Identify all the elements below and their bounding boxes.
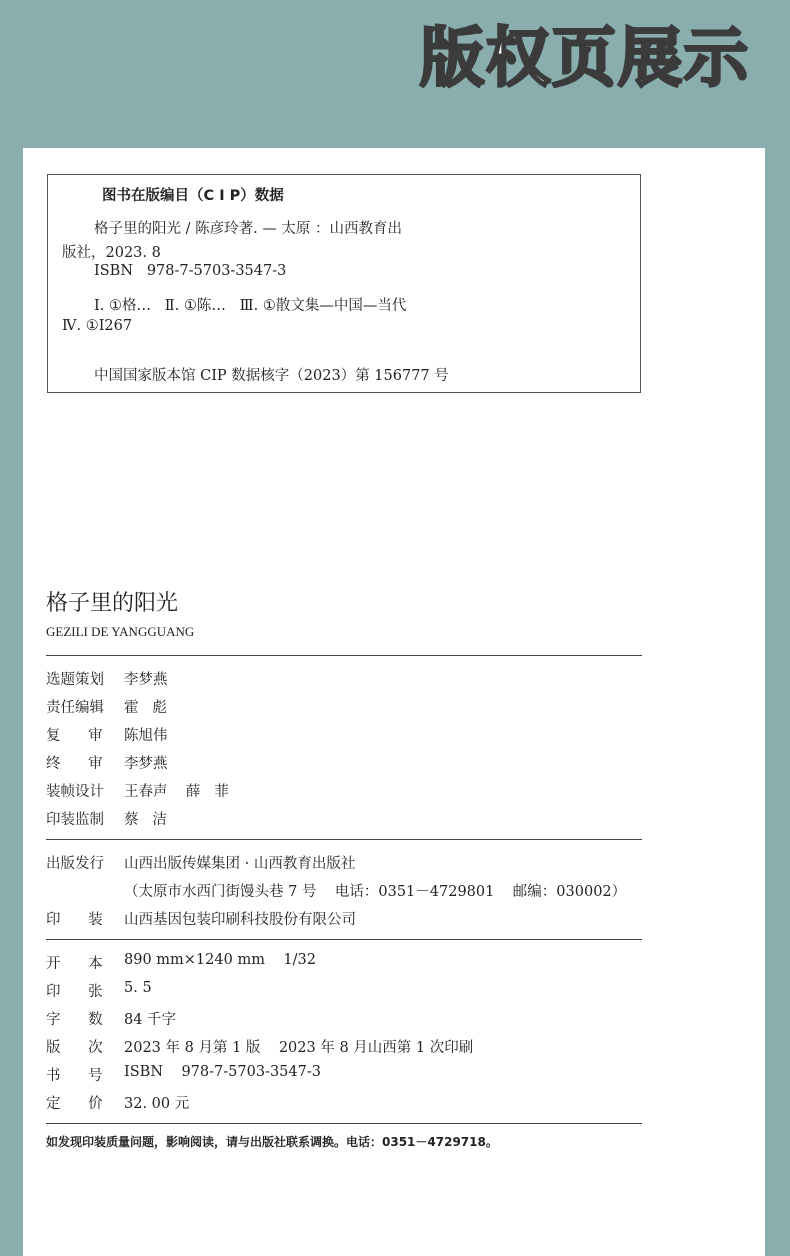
spec-label: 印 张 bbox=[46, 984, 103, 1000]
divider bbox=[46, 839, 642, 840]
printer-row bbox=[46, 908, 356, 929]
publisher-label: 出版发行 bbox=[46, 856, 104, 872]
spec-label: 开 本 bbox=[46, 956, 103, 972]
spec-label: 书 号 bbox=[46, 1068, 103, 1084]
cip-line-5: Ⅳ. ①I267 bbox=[62, 318, 133, 334]
printer-label: 印 装 bbox=[46, 912, 103, 928]
spec-row bbox=[46, 1036, 474, 1057]
editor-label: 复 审 bbox=[46, 728, 103, 744]
banner-title: 版权页展示 bbox=[420, 22, 750, 96]
editor-label: 印装监制 bbox=[46, 812, 104, 828]
editor-label: 装帧设计 bbox=[46, 784, 104, 800]
spec-value: 890 mm×1240 mm 1/32 bbox=[124, 952, 316, 968]
divider bbox=[46, 1123, 642, 1124]
editor-label: 选题策划 bbox=[46, 672, 104, 688]
spec-label: 版 次 bbox=[46, 1040, 103, 1056]
editor-row bbox=[46, 808, 167, 829]
spec-value: 5. 5 bbox=[124, 980, 152, 996]
cip-line-6: 中国国家版本馆 CIP 数据核字（2023）第 156777 号 bbox=[94, 368, 449, 384]
book-pinyin: GEZILI DE YANGGUANG bbox=[46, 624, 195, 639]
editor-value: 李梦燕 bbox=[124, 756, 168, 772]
quality-notice: 如发现印装质量问题，影响阅读，请与出版社联系调换。电话：0351－4729718。 bbox=[46, 1135, 498, 1149]
spec-row bbox=[46, 952, 316, 973]
printer-name: 山西基因包装印刷科技股份有限公司 bbox=[124, 912, 356, 928]
spec-row bbox=[46, 1092, 190, 1113]
divider bbox=[46, 939, 642, 940]
editor-row bbox=[46, 668, 168, 689]
cip-data-box bbox=[47, 174, 641, 393]
spec-value: ISBN 978-7-5703-3547-3 bbox=[124, 1064, 321, 1080]
publisher-row bbox=[46, 852, 356, 873]
spec-value: 2023 年 8 月第 1 版 2023 年 8 月山西第 1 次印刷 bbox=[124, 1040, 474, 1056]
cip-line-3: ISBN 978-7-5703-3547-3 bbox=[94, 263, 287, 279]
spec-value: 32. 00 元 bbox=[124, 1096, 190, 1112]
cip-line-1: 格子里的阳光 / 陈彦玲著. — 太原 ：山西教育出 bbox=[94, 221, 403, 237]
spec-value: 84 千字 bbox=[124, 1012, 177, 1028]
editor-label: 责任编辑 bbox=[46, 700, 104, 716]
editor-row bbox=[46, 780, 229, 801]
spec-row bbox=[46, 1008, 177, 1029]
editor-row bbox=[46, 752, 168, 773]
editor-value: 李梦燕 bbox=[124, 672, 168, 688]
book-title: 格子里的阳光 bbox=[46, 591, 179, 616]
spec-row bbox=[46, 980, 152, 1001]
copyright-page bbox=[23, 148, 765, 1256]
editor-value: 陈旭伟 bbox=[124, 728, 168, 744]
spec-label: 字 数 bbox=[46, 1012, 103, 1028]
cip-line-2: 版社，2023. 8 bbox=[62, 245, 161, 261]
publisher-name: 山西出版传媒集团 · 山西教育出版社 bbox=[124, 856, 356, 872]
spec-label: 定 价 bbox=[46, 1096, 103, 1112]
publisher-address-row bbox=[46, 880, 627, 900]
spec-row bbox=[46, 1064, 321, 1085]
editor-row bbox=[46, 724, 168, 745]
editor-value: 霍 彪 bbox=[124, 700, 167, 716]
editor-value: 蔡 洁 bbox=[124, 812, 167, 828]
editor-value: 王春声 薛 菲 bbox=[124, 784, 229, 800]
editor-label: 终 审 bbox=[46, 756, 103, 772]
publisher-address: （太原市水西门街馒头巷 7 号 电话：0351－4729801 邮编：030002） bbox=[124, 884, 627, 900]
cip-line-4: Ⅰ. ①格… Ⅱ. ①陈… Ⅲ. ①散文集—中国—当代 bbox=[94, 298, 407, 314]
divider bbox=[46, 655, 642, 656]
editor-row bbox=[46, 696, 167, 717]
cip-heading: 图书在版编目（C I P）数据 bbox=[102, 188, 284, 204]
